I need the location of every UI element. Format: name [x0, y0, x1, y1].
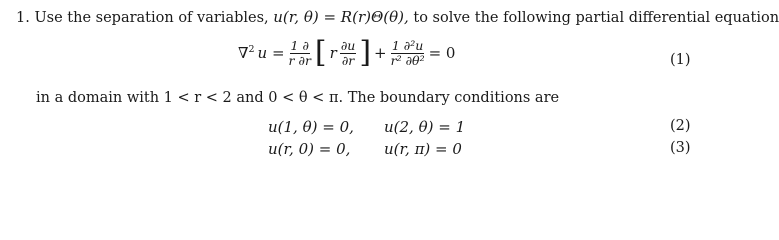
problem-statement — [16, 8, 779, 26]
pde-equation — [238, 35, 456, 70]
fraction-one-over-r-dr: $\frac{1 \partial}{r \partial r}$ — [288, 38, 311, 68]
problem-number: 1. — [16, 10, 30, 26]
bc-row2-left: u(r, 0) = 0, — [268, 140, 351, 158]
equation-label-3: (3) — [670, 140, 691, 156]
right-bracket: ] — [359, 35, 372, 70]
lhs-u: u = — [257, 44, 285, 62]
problem-tail: to solve the following partial differential equation — [413, 10, 779, 26]
left-bracket: [ — [314, 35, 327, 70]
fraction-angular-term: $\frac{\text{1 ∂²u}}{\text{r² ∂θ²}}$ — [390, 38, 425, 68]
fraction-du-dr: $\frac{\partial u}{\partial r}$ — [340, 38, 356, 68]
bc-row1-left: u(1, θ) = 0, — [268, 118, 354, 136]
equation-label-2: (2) — [670, 118, 691, 134]
laplacian-symbol: ∇$^2$ — [238, 44, 255, 62]
bc-row2-right: u(r, π) = 0 — [384, 140, 462, 158]
bc-row1-right: u(2, θ) = 1 — [384, 118, 466, 136]
separation-formula: u(r, θ) = R(r)Θ(θ), — [273, 8, 409, 26]
domain-text: in a domain with 1 < r < 2 and 0 < θ < π. The boundary conditions are — [36, 90, 560, 106]
r-prefix: r — [329, 44, 337, 62]
problem-intro: Use the separation of variables, — [34, 10, 269, 26]
equation-label-1: (1) — [670, 52, 691, 68]
equals-zero: = 0 — [428, 44, 456, 62]
plus-sign: + — [374, 44, 387, 62]
